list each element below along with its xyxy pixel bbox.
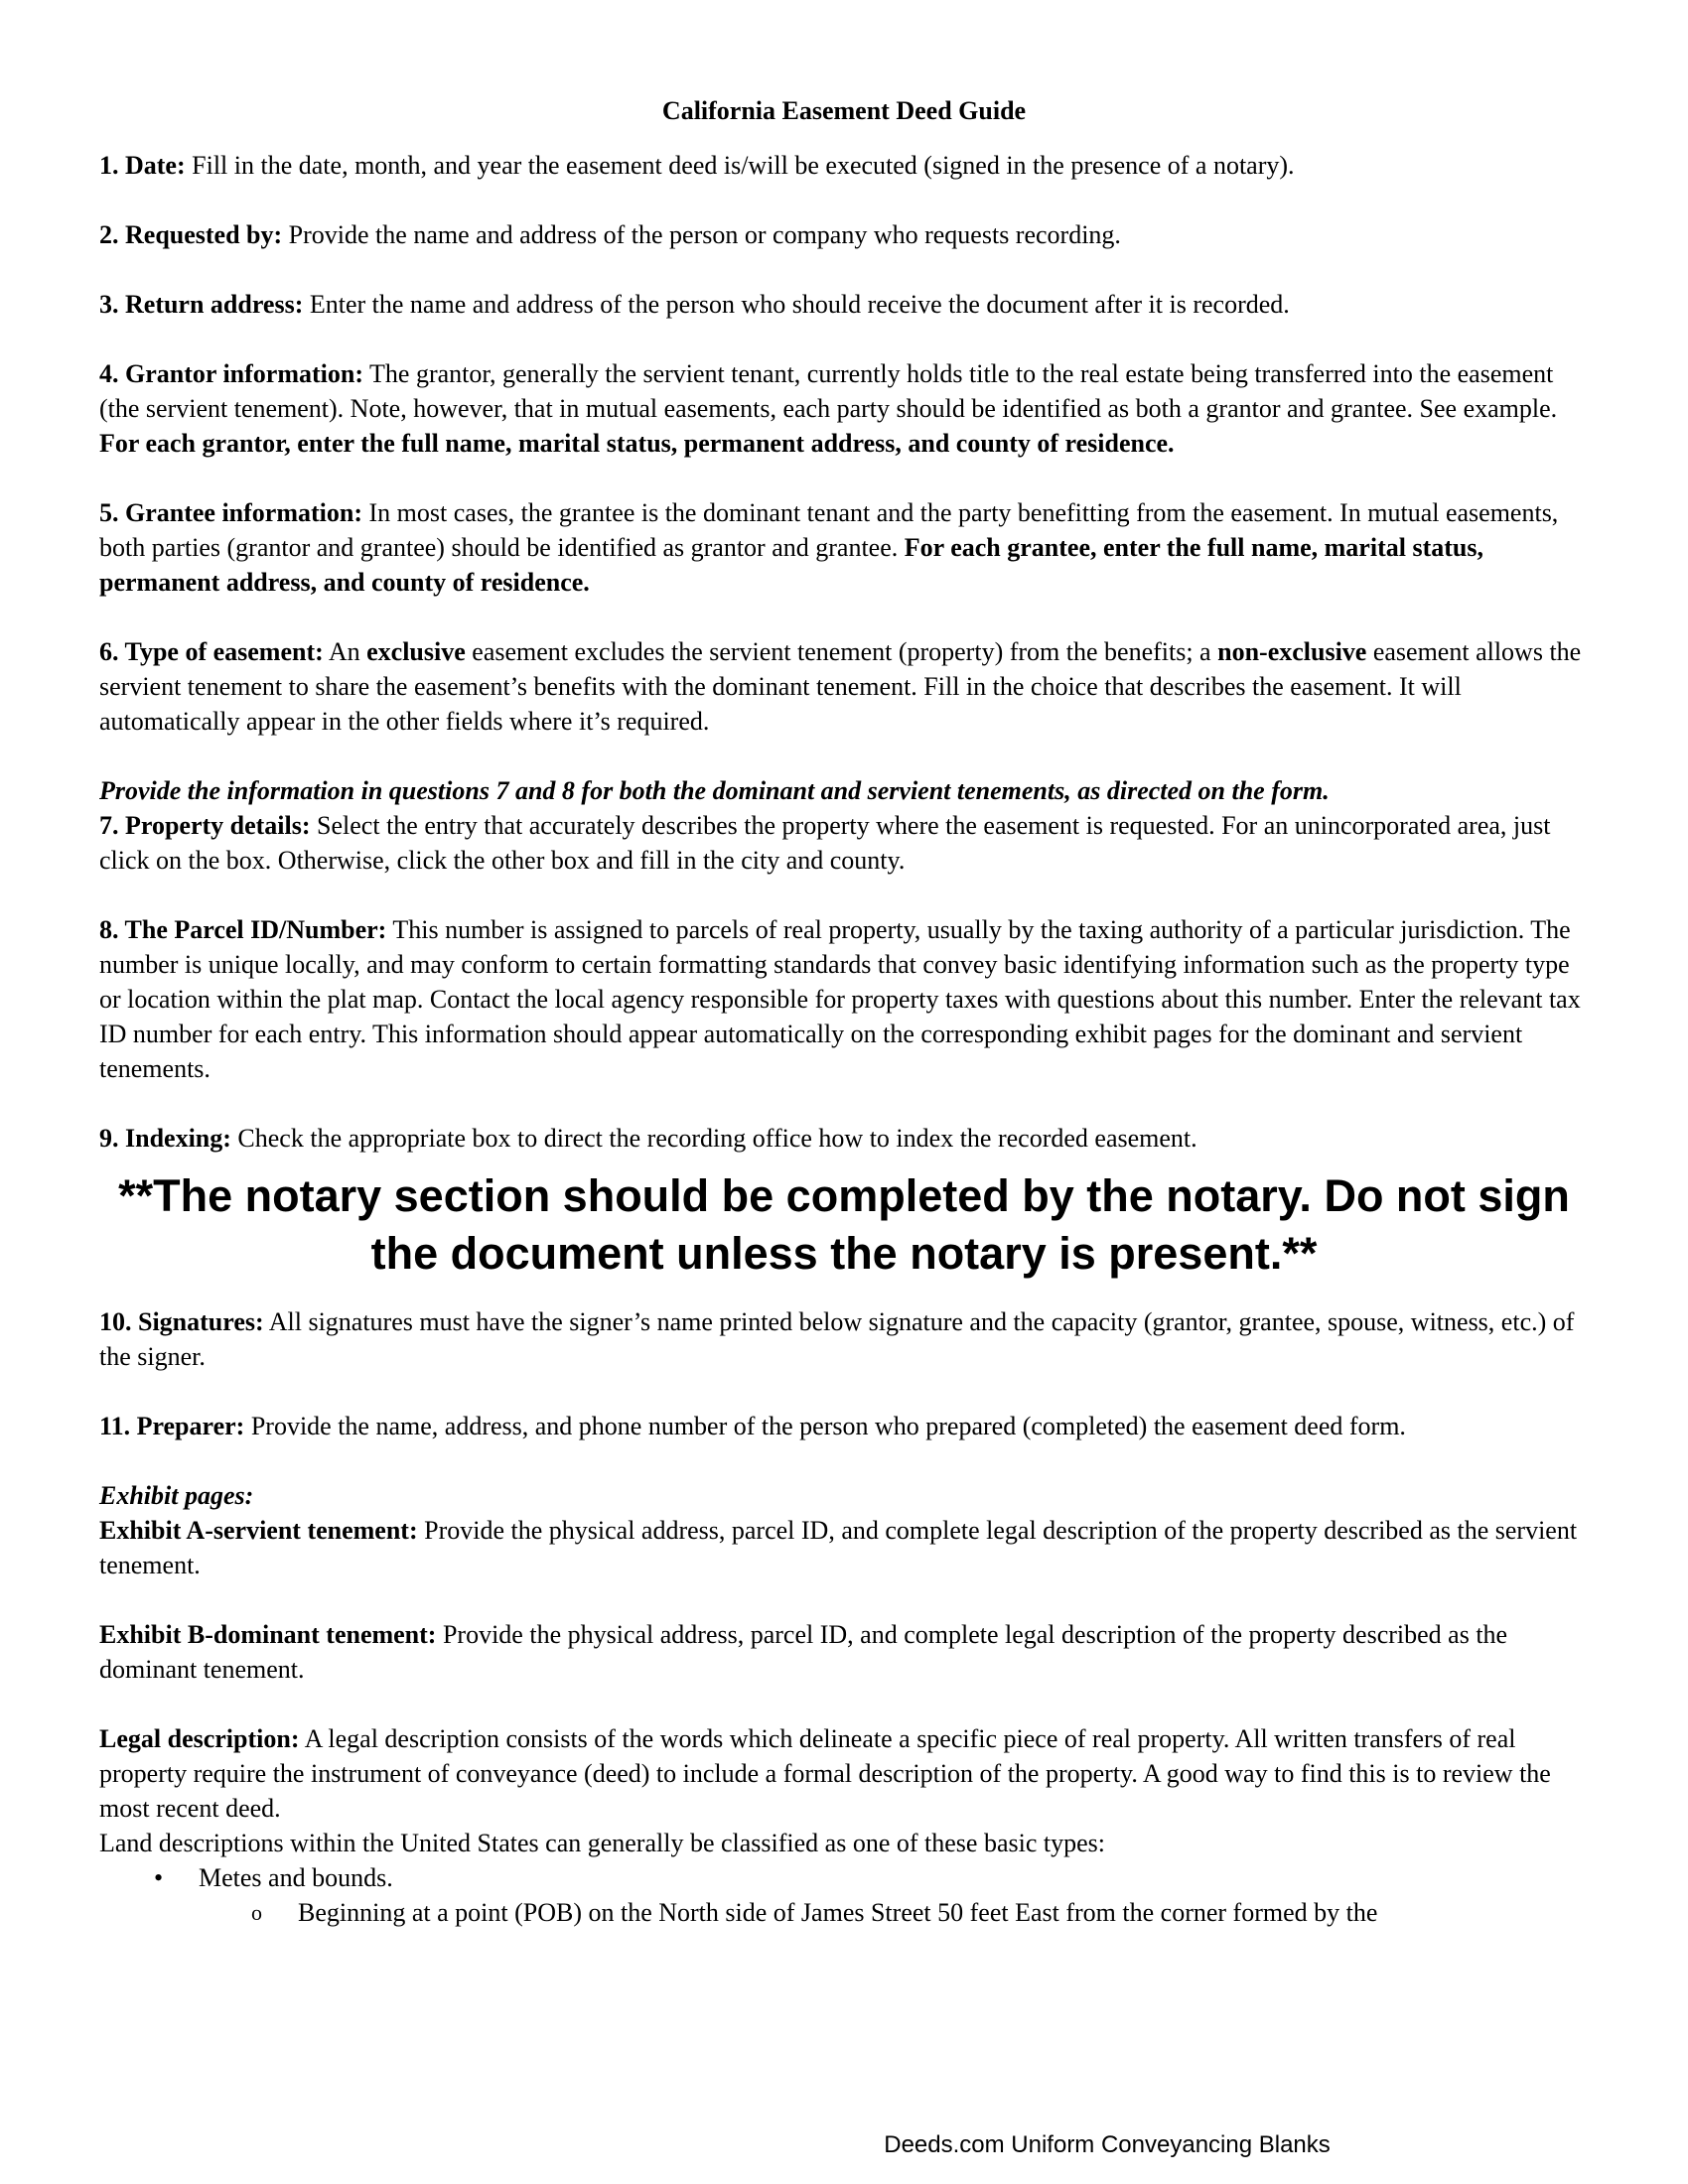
item-label: 6. Type of easement: [99, 637, 324, 666]
item-parcel-id [99, 912, 1589, 1086]
item-label: 1. Date: [99, 151, 186, 180]
item-label: 4. Grantor information: [99, 359, 363, 388]
item-signatures [99, 1304, 1589, 1374]
item-bold-text: For each grantor, enter the full name, marital status, permanent address, and county of residence. [99, 429, 1175, 458]
list-item [99, 1860, 1589, 1930]
item-text: In most cases, the grantee is the dominant tenant and the party benefitting from the easement. In mutual easements, both parties (grantor and grantee) should be identified as grantor and grantee. [99, 498, 1559, 562]
sub-list-item-text: Beginning at a point (POB) on the North side of James Street 50 feet East from the corner formed by the [298, 1898, 1378, 1927]
page-footer [0, 2130, 1688, 2160]
item-text: The grantor, generally the servient tenant, currently holds title to the real estate being transferred into the easement (the servient tenement). Note, however, that in mutual easements, each party should be identified as both a grantor and grantee. See example. [99, 359, 1558, 423]
item-grantee-information [99, 495, 1589, 600]
item-text: Fill in the date, month, and year the easement deed is/will be executed (signed in the presence of a notary). [185, 151, 1295, 180]
page-title: California Easement Deed Guide [661, 96, 1027, 125]
item-label: Legal description: [99, 1724, 300, 1753]
document-page [99, 94, 1589, 1930]
item-text: Check the appropriate box to direct the recording office how to index the recorded easement. [230, 1124, 1197, 1153]
legal-description [99, 1721, 1589, 1860]
item-indexing [99, 1121, 1589, 1156]
directive-note [99, 773, 1589, 878]
notary-warning: **The notary section should be completed by the notary. Do not sign the document unless the notary is present.** [118, 1170, 1570, 1279]
exhibit-b [99, 1617, 1589, 1687]
item-label: 3. Return address: [99, 290, 304, 319]
description-types-list [99, 1860, 1589, 1930]
item-text: A legal description consists of the words which delineate a specific piece of real property. All written transfers of real property require the instrument of conveyance (deed) to include a formal description of the property. A good way to find this is to review the most recent deed. [99, 1724, 1551, 1823]
item-type-of-easement [99, 634, 1589, 739]
item-text: easement allows the servient tenement to share the easement’s benefits with the dominant tenement. Fill in the choice that describes the easement. It will automatically appear in the other fields where it’s required. [99, 637, 1582, 736]
item-return-address [99, 287, 1589, 322]
directive-text: Provide the information in questions 7 and 8 for both the dominant and servient tenements, as directed on the form. [99, 776, 1330, 805]
exhibit-a [99, 1478, 1589, 1582]
item-label: 11. Preparer: [99, 1412, 245, 1440]
item-grantor-information [99, 356, 1589, 461]
term-non-exclusive: non-exclusive [1217, 637, 1367, 666]
item-text: Select the entry that accurately describes the property where the easement is requested. For an unincorporated area, just click on the box. Otherwise, click the other box and fill in the city and county. [99, 811, 1551, 875]
item-text: All signatures must have the signer’s name printed below signature and the capacity (grantor, grantee, spouse, witness, etc.) of the signer. [99, 1307, 1575, 1371]
exhibit-heading: Exhibit pages: [99, 1481, 254, 1510]
footer-text: Deeds.com Uniform Conveyancing Blanks [884, 2131, 1331, 2158]
item-requested-by [99, 217, 1589, 252]
item-text: This number is assigned to parcels of real property, usually by the taxing authority of a particular jurisdiction. The number is unique locally, and may conform to certain formatting standards that convey basic identifying information such as the property type or location within the plat map. Contact the local agency responsible for property taxes with questions about this number. Enter the relevant tax ID number for each entry. This information should appear automatically on the corresponding exhibit pages for the dominant and servient tenements. [99, 915, 1581, 1083]
item-bold-text: For each grantee, enter the full name, marital status, permanent address, and county of residence. [99, 533, 1483, 597]
sub-list-item [199, 1895, 1589, 1930]
item-label: 5. Grantee information: [99, 498, 363, 527]
item-text: Provide the name and address of the person or company who requests recording. [282, 220, 1121, 249]
item-label: 2. Requested by: [99, 220, 283, 249]
item-text: Provide the physical address, parcel ID, and complete legal description of the property described as the servient tenement. [99, 1516, 1578, 1579]
item-preparer [99, 1409, 1589, 1443]
item-text: easement excludes the servient tenement (property) from the benefits; a [465, 637, 1218, 666]
item-text: An [323, 637, 367, 666]
item-text: Provide the name, address, and phone number of the person who prepared (completed) the easement deed form. [244, 1412, 1406, 1440]
term-exclusive: exclusive [366, 637, 466, 666]
item-text: Provide the physical address, parcel ID, and complete legal description of the property described as the dominant tenement. [99, 1620, 1508, 1684]
item-label: 8. The Parcel ID/Number: [99, 915, 387, 944]
item-label: 7. Property details: [99, 811, 311, 840]
item-label: Exhibit B-dominant tenement: [99, 1620, 437, 1649]
list-item-text: Metes and bounds. [199, 1863, 393, 1892]
item-label: 10. Signatures: [99, 1307, 264, 1336]
item-label: Exhibit A-servient tenement: [99, 1516, 418, 1545]
item-label: 9. Indexing: [99, 1124, 231, 1153]
sub-list [199, 1895, 1589, 1930]
item-date [99, 148, 1589, 183]
item-text: Enter the name and address of the person who should receive the document after it is recorded. [303, 290, 1290, 319]
types-intro: Land descriptions within the United States can generally be classified as one of these basic types: [99, 1829, 1105, 1857]
